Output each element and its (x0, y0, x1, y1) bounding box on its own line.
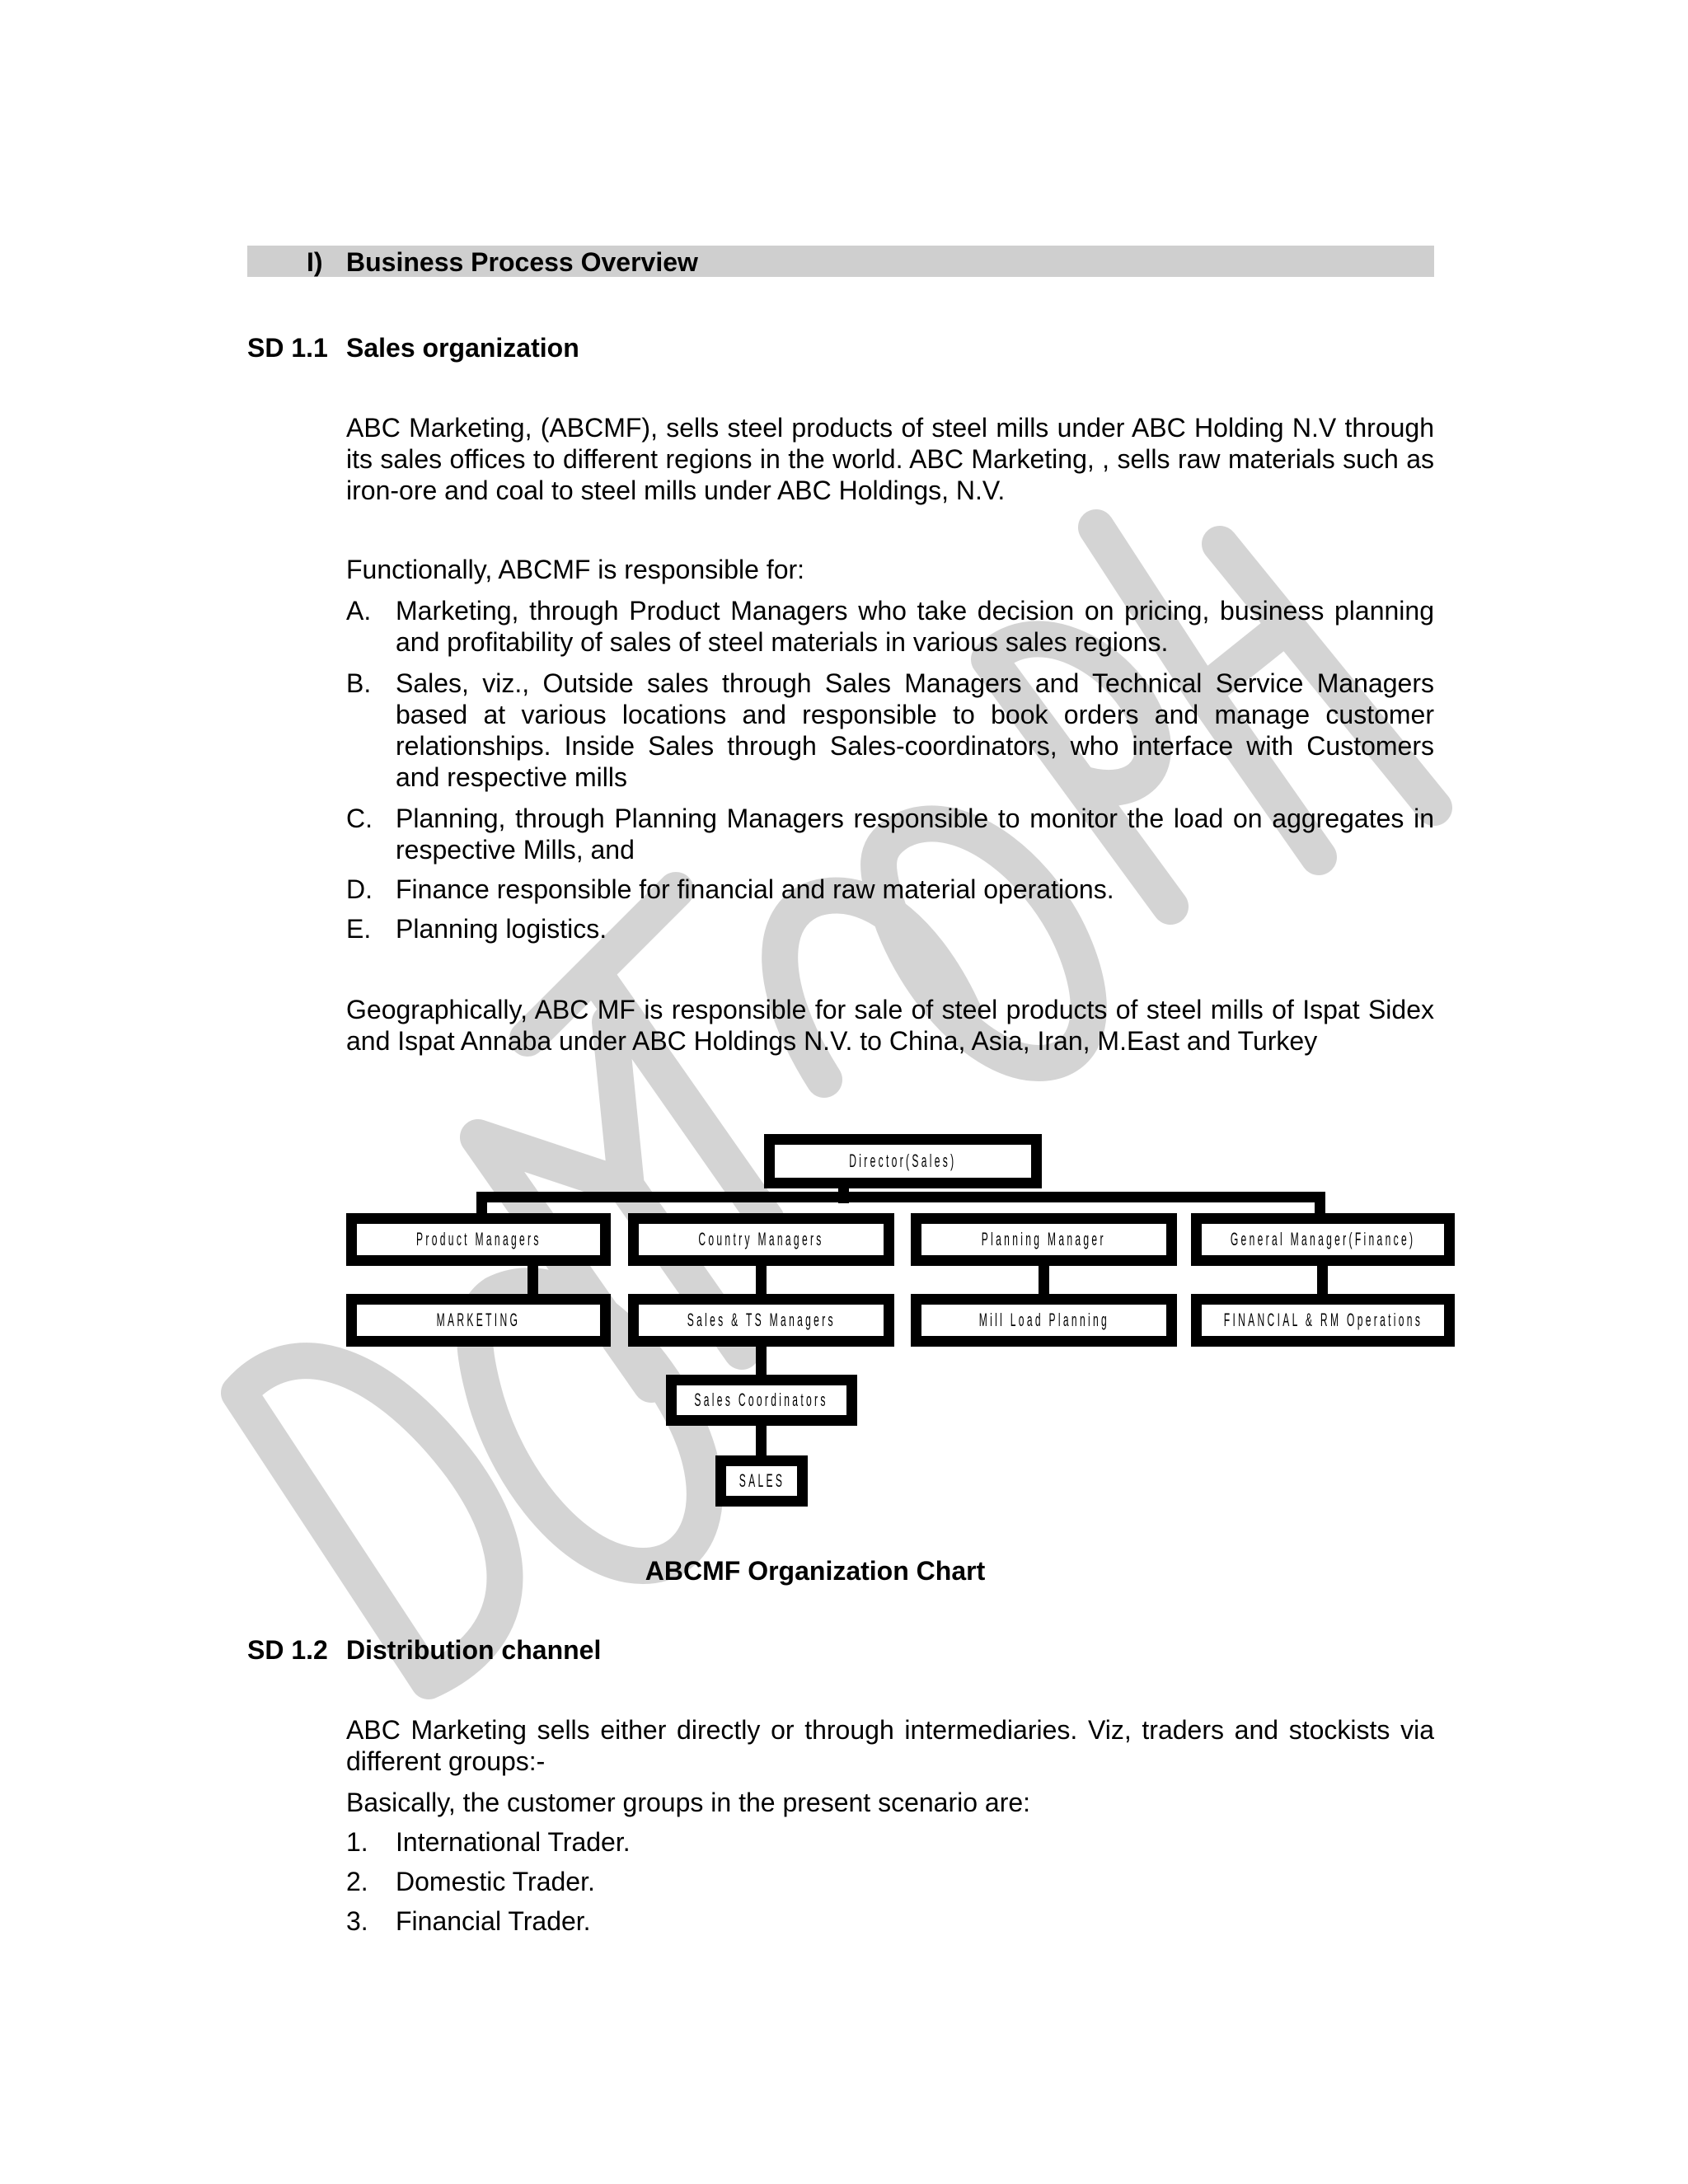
connector-col2 (756, 1261, 767, 1294)
connector-col3 (1039, 1261, 1049, 1294)
org-box-label: MARKETING (436, 1310, 521, 1330)
paragraph-intro: ABC Marketing, (ABCMF), sells steel products of steel mills under ABC Holding N.V through its sales offices to different regions in the world. ABC Marketing, , sells raw materials such as iron-ore and coal to steel mills under ABC Holdings, N.V. (346, 413, 1434, 505)
connector-top-bus (476, 1192, 1325, 1202)
org-box-sales-ts-managers (628, 1294, 894, 1347)
list-text: International Trader. (396, 1827, 631, 1857)
section-number: I) (307, 247, 323, 277)
org-chart-caption (0, 1556, 1688, 1586)
org-box-director (764, 1134, 1042, 1188)
list-item (346, 1826, 1434, 1858)
org-box-label: Sales Coordinators (694, 1390, 829, 1410)
heading-number: SD 1.2 (247, 1635, 328, 1665)
list-marker: D. (346, 874, 373, 904)
heading-number: SD 1.1 (247, 333, 328, 363)
heading-title: Sales organization (346, 333, 579, 363)
list-marker: A. (346, 596, 372, 626)
list-item (346, 1905, 1434, 1937)
org-box-label: General Manager(Finance) (1230, 1229, 1416, 1249)
list-marker: B. (346, 668, 372, 698)
list-text: Marketing, through Product Managers who take decision on pricing, business planning and profitability of sales of steel materials in various sales regions. (396, 596, 1434, 657)
list-text: Domestic Trader. (396, 1867, 595, 1896)
org-box-sales-coordinators (666, 1375, 857, 1426)
org-box-label: Director(Sales) (849, 1151, 957, 1171)
list-marker: 1. (346, 1827, 368, 1857)
org-box-financial-rm-operations (1191, 1294, 1455, 1347)
org-box-country-managers (628, 1213, 894, 1266)
org-chart-caption-text: ABCMF Organization Chart (645, 1556, 986, 1586)
paragraph-geography: Geographically, ABC MF is responsible for sale of steel products of steel mills of Ispat Sidex and Ispat Annaba under ABC Holdings N.V. to China, Asia, Iran, M.East and Turkey (346, 995, 1434, 1056)
org-box-label: Country Managers (698, 1229, 824, 1249)
list-text: Sales, viz., Outside sales through Sales Managers and Technical Service Managers based at various locations and responsible to book orders and manage customer relationships. Inside Sales through Sales-coordinators, who interface with Customers and respective mills (396, 668, 1434, 792)
paragraph-functional: Functionally, ABCMF is responsible for: (346, 555, 805, 584)
list-item (346, 1866, 1434, 1897)
list-text: Planning, through Planning Managers responsible to monitor the load on aggregates in respective Mills, and (396, 804, 1434, 865)
connector-col4 (1317, 1261, 1328, 1294)
list-marker: 2. (346, 1867, 368, 1896)
list-text: Finance responsible for financial and raw material operations. (396, 874, 1114, 904)
org-box-planning-manager (911, 1213, 1177, 1266)
connector-col1 (528, 1261, 538, 1294)
paragraph-customer-groups: Basically, the customer groups in the present scenario are: (346, 1788, 1031, 1817)
org-box-sales (715, 1455, 808, 1507)
org-box-label: FINANCIAL & RM Operations (1223, 1310, 1423, 1330)
org-box-label: Mill Load Planning (978, 1310, 1109, 1330)
org-box-label: Product Managers (415, 1229, 542, 1249)
org-box-label: SALES (738, 1470, 785, 1491)
list-marker: E. (346, 914, 372, 944)
list-marker: 3. (346, 1906, 368, 1936)
paragraph-distribution: ABC Marketing sells either directly or through intermediaries. Viz, traders and stockists via different groups:- (346, 1715, 1434, 1776)
org-box-mill-load-planning (911, 1294, 1177, 1347)
org-box-general-manager-finance (1191, 1213, 1455, 1266)
connector-sales-to-coord (756, 1342, 767, 1376)
org-box-marketing (346, 1294, 611, 1347)
list-text: Planning logistics. (396, 914, 607, 944)
heading-title: Distribution channel (346, 1635, 602, 1665)
org-box-product-managers (346, 1213, 611, 1266)
connector-coord-to-sales (756, 1422, 767, 1459)
heading-sd-1-2 (247, 1635, 601, 1666)
org-box-label: Sales & TS Managers (687, 1310, 836, 1330)
section-title: Business Process Overview (346, 247, 698, 277)
list-marker: C. (346, 804, 373, 833)
org-box-label: Planning Manager (981, 1229, 1107, 1249)
list-text: Financial Trader. (396, 1906, 591, 1936)
